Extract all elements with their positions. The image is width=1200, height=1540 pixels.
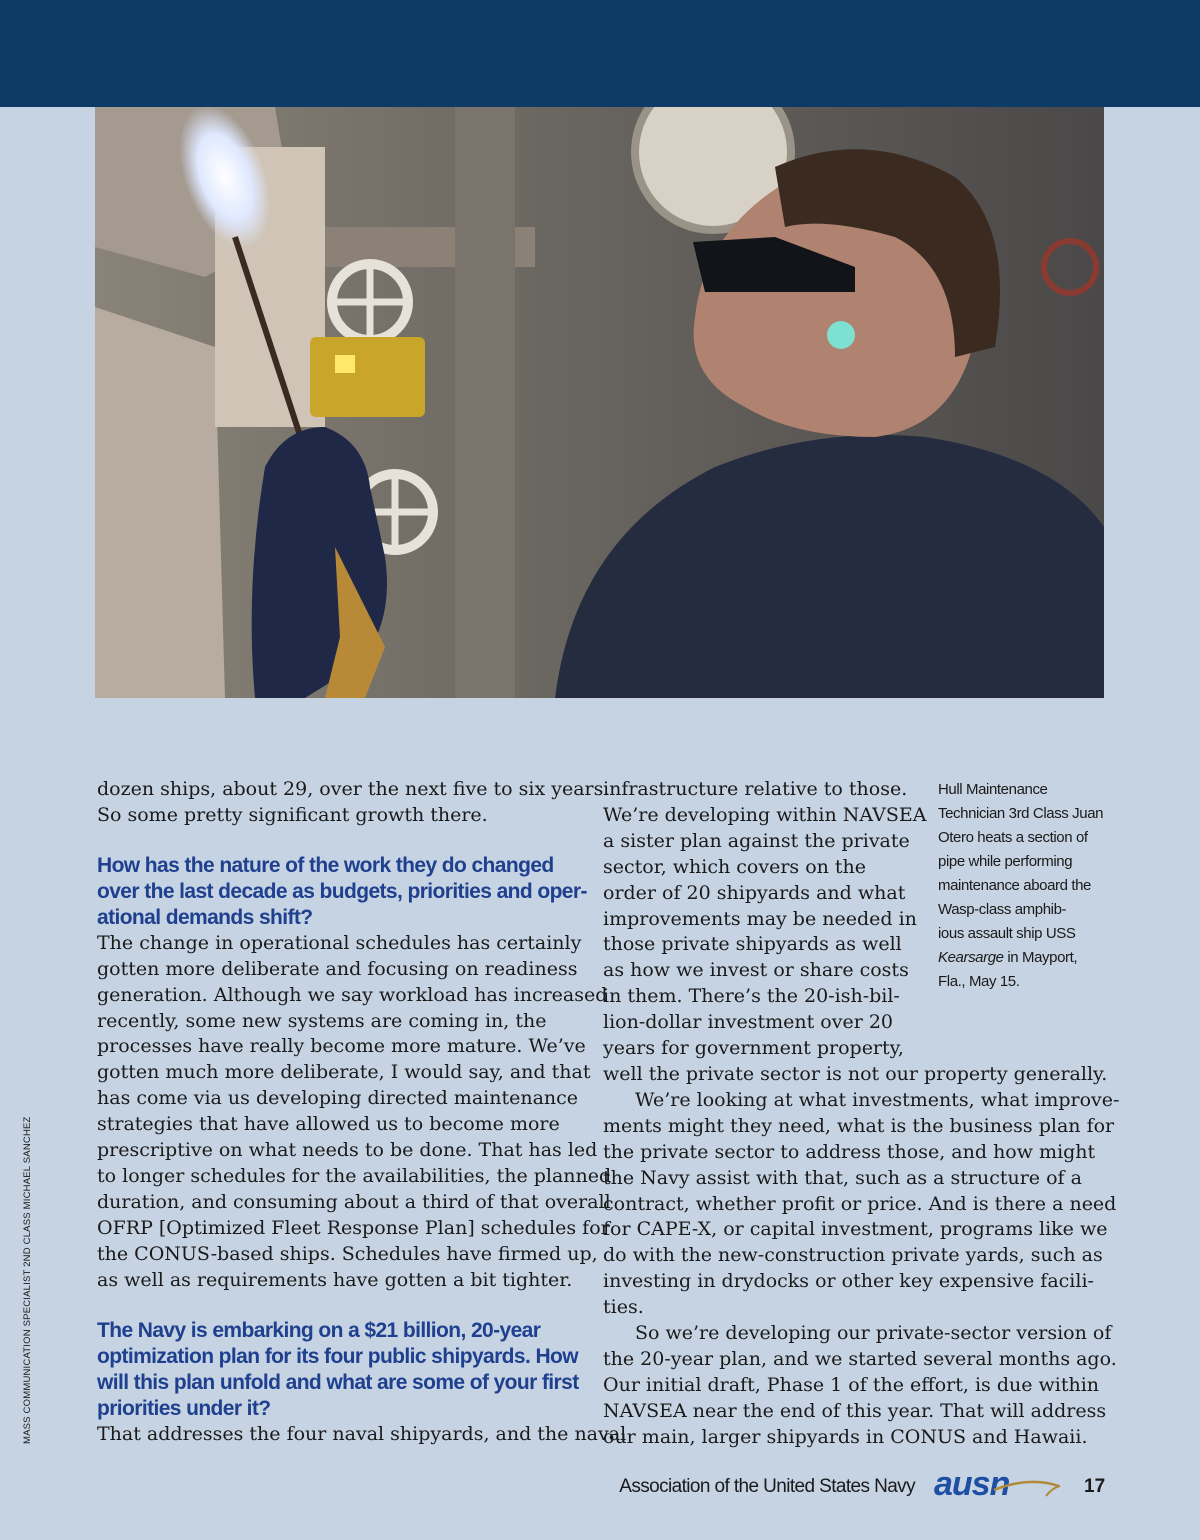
- page-footer: [0, 1465, 1200, 1512]
- text-line: recently, some new systems are coming in, the: [97, 1009, 547, 1032]
- text-line: for CAPE-X, or capital investment, programs like we: [603, 1218, 1108, 1241]
- question-line: The Navy is embarking on a $21 billion, 20-year: [97, 1318, 541, 1342]
- caption-line: Wasp-class amphib-: [938, 901, 1067, 918]
- question-heading-2: [97, 1318, 579, 1422]
- text-line: investing in drydocks or other key expensive facili-: [603, 1270, 1094, 1293]
- ausn-logo: [934, 1465, 1074, 1512]
- text-line: OFRP [Optimized Fleet Response Plan] schedules for: [97, 1216, 610, 1239]
- text-line: So some pretty significant growth there.: [97, 803, 488, 826]
- logo-swoosh-icon: [934, 1468, 1074, 1512]
- text-line: processes have really become more mature. We’ve: [97, 1035, 586, 1058]
- logo-wordmark: ausn: [934, 1465, 1010, 1503]
- question-heading-1: [97, 853, 587, 931]
- continued-paragraph-end: [603, 1062, 1108, 1088]
- caption-line: pipe while performing: [938, 853, 1073, 870]
- question-line: optimization plan for its four public shipyards. How: [97, 1344, 578, 1368]
- question-line: over the last decade as budgets, priorities and oper-: [97, 879, 587, 903]
- text-line: dozen ships, about 29, over the next five to six years.: [97, 778, 610, 800]
- text-line: That addresses the four naval shipyards, and the naval: [97, 1422, 627, 1445]
- caption-line: Fla., May 15.: [938, 973, 1020, 990]
- text-line: as well as requirements have gotten a bit tighter.: [97, 1268, 573, 1291]
- text-line: duration, and consuming about a third of that overall: [97, 1190, 611, 1213]
- text-line: We’re developing within NAVSEA: [603, 803, 927, 826]
- caption-location: in Mayport,: [1003, 949, 1078, 966]
- text-line: in them. There’s the 20-ish-bil-: [603, 985, 900, 1008]
- text-line: gotten much more deliberate, I would say, and that: [97, 1061, 591, 1084]
- right-column-narrow: [603, 777, 927, 1062]
- text-line: as how we invest or share costs: [603, 959, 909, 982]
- text-line: NAVSEA near the end of this year. That will address: [603, 1399, 1107, 1422]
- text-line: ties.: [603, 1296, 644, 1319]
- text-line: contract, whether profit or price. And is there a need: [603, 1192, 1117, 1215]
- caption-line: Technician 3rd Class Juan: [938, 805, 1104, 822]
- photo-credit: MASS COMMUNICATION SPECIALIST 2ND CLASS MICHAEL SANCHEZ: [22, 1116, 33, 1444]
- answer-paragraph-2: [97, 1422, 627, 1448]
- text-line: do with the new-construction private yards, such as: [603, 1244, 1103, 1267]
- text-line: strategies that have allowed us to become more: [97, 1113, 560, 1136]
- text-line: the Navy assist with that, such as a structure of a: [603, 1166, 1082, 1189]
- article-photo: [95, 107, 1104, 698]
- footer-association: Association of the United States Navy: [619, 1476, 915, 1497]
- text-line: So we’re developing our private-sector version of: [635, 1322, 1112, 1345]
- header-band: [0, 0, 1200, 107]
- text-line: to longer schedules for the availabilities, the planned: [97, 1164, 612, 1187]
- question-line: How has the nature of the work they do changed: [97, 853, 554, 877]
- question-line: priorities under it?: [97, 1396, 271, 1420]
- caption-line: ious assault ship USS: [938, 925, 1076, 942]
- caption-line: Hull Maintenance: [938, 781, 1048, 798]
- caption-line: maintenance aboard the: [938, 877, 1091, 894]
- right-column-wide: [603, 1062, 1120, 1451]
- continued-paragraph: [603, 777, 927, 1062]
- text-line: the 20-year plan, and we started several months ago.: [603, 1347, 1117, 1370]
- ship-name: Kearsarge: [938, 949, 1004, 966]
- text-line: those private shipyards as well: [603, 933, 902, 956]
- answer-paragraph-1: [97, 931, 612, 1294]
- text-line: Our initial draft, Phase 1 of the effort, is due within: [603, 1373, 1100, 1396]
- text-line: infrastructure relative to those.: [603, 778, 908, 800]
- lead-paragraph: [97, 777, 610, 829]
- text-line: sector, which covers on the: [603, 855, 867, 878]
- question-line: will this plan unfold and what are some of your first: [97, 1370, 579, 1394]
- text-line: a sister plan against the private: [603, 829, 910, 852]
- text-line: generation. Although we say workload has increased: [97, 983, 608, 1006]
- page-number: 17: [1084, 1476, 1106, 1497]
- text-line: the CONUS-based ships. Schedules have firmed up,: [97, 1242, 598, 1265]
- text-line: years for government property,: [603, 1037, 904, 1060]
- text-line: ments might they need, what is the business plan for: [603, 1114, 1115, 1137]
- text-line: well the private sector is not our property generally.: [603, 1063, 1108, 1085]
- text-line: order of 20 shipyards and what: [603, 881, 906, 904]
- photo-caption: [938, 778, 1104, 994]
- text-line: lion-dollar investment over 20: [603, 1011, 894, 1034]
- paragraph-2: [603, 1088, 1120, 1321]
- text-line: prescriptive on what needs to be done. That has led: [97, 1139, 598, 1162]
- caption-line: Otero heats a section of: [938, 829, 1088, 846]
- text-line: has come via us developing directed maintenance: [97, 1087, 579, 1110]
- text-line: We’re looking at what investments, what improve-: [635, 1088, 1120, 1111]
- question-line: ational demands shift?: [97, 905, 313, 929]
- left-column: [97, 777, 627, 1447]
- text-line: improvements may be needed in: [603, 907, 917, 930]
- caption-line: [938, 946, 1098, 970]
- text-line: The change in operational schedules has certainly: [97, 931, 582, 954]
- text-line: our main, larger shipyards in CONUS and Hawaii.: [603, 1425, 1088, 1448]
- paragraph-3: [603, 1321, 1117, 1451]
- text-line: gotten more deliberate and focusing on readiness: [97, 957, 578, 980]
- text-line: the private sector to address those, and how might: [603, 1140, 1096, 1163]
